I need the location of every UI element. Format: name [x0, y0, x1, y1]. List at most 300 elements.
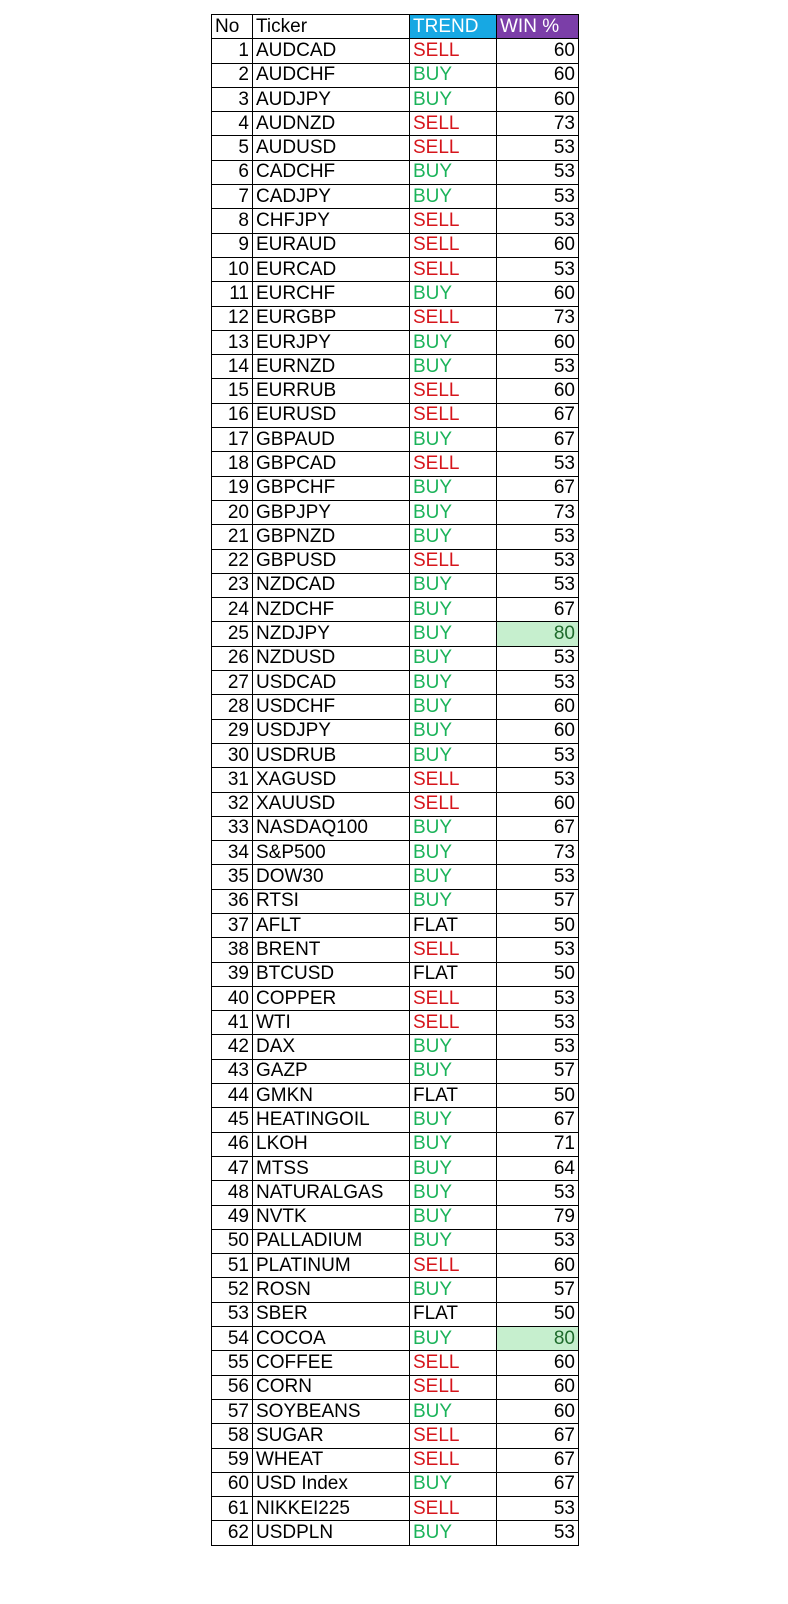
row-win-percent: 60 [497, 1399, 579, 1423]
row-ticker: DAX [253, 1035, 410, 1059]
row-win-percent: 53 [497, 1521, 579, 1545]
row-trend: SELL [410, 986, 497, 1010]
row-number: 6 [212, 160, 253, 184]
row-trend: BUY [410, 816, 497, 840]
row-trend: BUY [410, 573, 497, 597]
row-trend: SELL [410, 403, 497, 427]
row-ticker: GBPAUD [253, 428, 410, 452]
row-number: 30 [212, 743, 253, 767]
table-row [212, 428, 579, 452]
row-win-percent: 53 [497, 1497, 579, 1521]
row-number: 34 [212, 841, 253, 865]
row-number: 29 [212, 719, 253, 743]
row-win-percent: 53 [497, 136, 579, 160]
row-win-percent: 53 [497, 986, 579, 1010]
row-number: 31 [212, 768, 253, 792]
row-number: 39 [212, 962, 253, 986]
trend-table [211, 14, 579, 1546]
row-win-percent: 60 [497, 63, 579, 87]
row-win-percent: 60 [497, 330, 579, 354]
table-row [212, 1497, 579, 1521]
row-trend: BUY [410, 525, 497, 549]
table-row [212, 573, 579, 597]
table-row [212, 1205, 579, 1229]
table-row [212, 306, 579, 330]
row-ticker: S&P500 [253, 841, 410, 865]
row-win-percent: 53 [497, 257, 579, 281]
row-trend: BUY [410, 1229, 497, 1253]
row-number: 36 [212, 889, 253, 913]
row-ticker: COPPER [253, 986, 410, 1010]
row-trend: BUY [410, 160, 497, 184]
row-trend: BUY [410, 841, 497, 865]
table-row [212, 792, 579, 816]
row-trend: FLAT [410, 1084, 497, 1108]
row-number: 19 [212, 476, 253, 500]
row-number: 38 [212, 938, 253, 962]
row-trend: SELL [410, 768, 497, 792]
row-trend: BUY [410, 1156, 497, 1180]
table-row [212, 379, 579, 403]
row-trend: SELL [410, 549, 497, 573]
row-number: 32 [212, 792, 253, 816]
row-trend: BUY [410, 1035, 497, 1059]
row-number: 22 [212, 549, 253, 573]
row-ticker: LKOH [253, 1132, 410, 1156]
row-number: 33 [212, 816, 253, 840]
row-number: 46 [212, 1132, 253, 1156]
row-ticker: XAGUSD [253, 768, 410, 792]
table-row [212, 695, 579, 719]
row-number: 28 [212, 695, 253, 719]
header-win-percent: WIN % [497, 15, 579, 39]
row-number: 48 [212, 1181, 253, 1205]
table-row [212, 452, 579, 476]
table-row [212, 1181, 579, 1205]
table-row [212, 1521, 579, 1545]
row-win-percent: 67 [497, 598, 579, 622]
row-win-percent: 53 [497, 355, 579, 379]
table-row [212, 549, 579, 573]
header-row [212, 15, 579, 39]
table-row [212, 1084, 579, 1108]
row-ticker: SBER [253, 1302, 410, 1326]
row-win-percent: 53 [497, 865, 579, 889]
row-ticker: ROSN [253, 1278, 410, 1302]
table-row [212, 671, 579, 695]
row-ticker: WHEAT [253, 1448, 410, 1472]
table-row [212, 841, 579, 865]
row-ticker: EURRUB [253, 379, 410, 403]
row-number: 13 [212, 330, 253, 354]
row-trend: BUY [410, 185, 497, 209]
table-row [212, 1351, 579, 1375]
row-number: 47 [212, 1156, 253, 1180]
table-row [212, 719, 579, 743]
table-row [212, 816, 579, 840]
row-win-percent: 60 [497, 233, 579, 257]
row-ticker: GBPJPY [253, 500, 410, 524]
table-row [212, 743, 579, 767]
row-ticker: NZDUSD [253, 646, 410, 670]
row-win-percent: 53 [497, 1229, 579, 1253]
row-number: 8 [212, 209, 253, 233]
row-ticker: NZDCHF [253, 598, 410, 622]
header-ticker: Ticker [253, 15, 410, 39]
row-number: 60 [212, 1472, 253, 1496]
row-ticker: SOYBEANS [253, 1399, 410, 1423]
table-row [212, 913, 579, 937]
row-ticker: EURCAD [253, 257, 410, 281]
row-trend: BUY [410, 282, 497, 306]
row-ticker: BTCUSD [253, 962, 410, 986]
table-row [212, 1302, 579, 1326]
row-number: 16 [212, 403, 253, 427]
row-trend: BUY [410, 1278, 497, 1302]
table-row [212, 136, 579, 160]
table-row [212, 646, 579, 670]
header-trend: TREND [410, 15, 497, 39]
row-win-percent: 50 [497, 1084, 579, 1108]
row-number: 1 [212, 39, 253, 63]
row-ticker: NIKKEI225 [253, 1497, 410, 1521]
row-win-percent: 71 [497, 1132, 579, 1156]
row-number: 15 [212, 379, 253, 403]
row-ticker: PALLADIUM [253, 1229, 410, 1253]
row-number: 59 [212, 1448, 253, 1472]
row-ticker: EURJPY [253, 330, 410, 354]
row-ticker: GBPUSD [253, 549, 410, 573]
table-row [212, 865, 579, 889]
row-ticker: GMKN [253, 1084, 410, 1108]
row-win-percent: 53 [497, 549, 579, 573]
row-ticker: CORN [253, 1375, 410, 1399]
row-number: 14 [212, 355, 253, 379]
row-win-percent: 80 [497, 1327, 579, 1351]
row-win-percent: 53 [497, 452, 579, 476]
row-trend: BUY [410, 1059, 497, 1083]
table-row [212, 889, 579, 913]
table-row [212, 1278, 579, 1302]
row-ticker: USDRUB [253, 743, 410, 767]
row-number: 5 [212, 136, 253, 160]
row-number: 20 [212, 500, 253, 524]
row-ticker: COFFEE [253, 1351, 410, 1375]
row-trend: BUY [410, 622, 497, 646]
row-ticker: GBPCHF [253, 476, 410, 500]
row-ticker: USDCAD [253, 671, 410, 695]
row-trend: FLAT [410, 962, 497, 986]
row-number: 51 [212, 1254, 253, 1278]
row-win-percent: 53 [497, 938, 579, 962]
row-ticker: AFLT [253, 913, 410, 937]
row-number: 62 [212, 1521, 253, 1545]
table-row [212, 1399, 579, 1423]
row-number: 18 [212, 452, 253, 476]
table-row [212, 209, 579, 233]
row-number: 21 [212, 525, 253, 549]
row-win-percent: 60 [497, 1351, 579, 1375]
row-number: 42 [212, 1035, 253, 1059]
row-ticker: NZDJPY [253, 622, 410, 646]
row-trend: BUY [410, 1399, 497, 1423]
table-row [212, 1448, 579, 1472]
row-win-percent: 60 [497, 719, 579, 743]
row-trend: SELL [410, 112, 497, 136]
row-trend: SELL [410, 1011, 497, 1035]
table-row [212, 938, 579, 962]
row-ticker: EURCHF [253, 282, 410, 306]
row-number: 3 [212, 87, 253, 111]
row-ticker: EURGBP [253, 306, 410, 330]
row-ticker: CADJPY [253, 185, 410, 209]
table-row [212, 87, 579, 111]
row-win-percent: 53 [497, 1181, 579, 1205]
row-win-percent: 60 [497, 1254, 579, 1278]
table-row [212, 1375, 579, 1399]
row-trend: BUY [410, 1205, 497, 1229]
row-ticker: AUDNZD [253, 112, 410, 136]
row-trend: SELL [410, 257, 497, 281]
row-trend: SELL [410, 209, 497, 233]
row-win-percent: 80 [497, 622, 579, 646]
table-row [212, 1327, 579, 1351]
row-trend: FLAT [410, 1302, 497, 1326]
row-trend: BUY [410, 1132, 497, 1156]
row-ticker: AUDCHF [253, 63, 410, 87]
row-win-percent: 50 [497, 913, 579, 937]
table-row [212, 476, 579, 500]
row-number: 53 [212, 1302, 253, 1326]
table-row [212, 500, 579, 524]
table-row [212, 1472, 579, 1496]
row-ticker: SUGAR [253, 1424, 410, 1448]
row-win-percent: 67 [497, 1472, 579, 1496]
row-ticker: HEATINGOIL [253, 1108, 410, 1132]
row-trend: BUY [410, 719, 497, 743]
row-number: 37 [212, 913, 253, 937]
row-win-percent: 67 [497, 403, 579, 427]
row-number: 27 [212, 671, 253, 695]
row-win-percent: 53 [497, 743, 579, 767]
row-win-percent: 53 [497, 160, 579, 184]
row-trend: SELL [410, 1497, 497, 1521]
table-row [212, 525, 579, 549]
row-trend: BUY [410, 330, 497, 354]
row-win-percent: 60 [497, 792, 579, 816]
table-row [212, 1035, 579, 1059]
row-number: 58 [212, 1424, 253, 1448]
row-number: 50 [212, 1229, 253, 1253]
row-number: 4 [212, 112, 253, 136]
row-number: 40 [212, 986, 253, 1010]
row-ticker: GBPNZD [253, 525, 410, 549]
row-ticker: BRENT [253, 938, 410, 962]
row-trend: SELL [410, 1448, 497, 1472]
table-body [212, 39, 579, 1545]
row-win-percent: 67 [497, 428, 579, 452]
row-trend: BUY [410, 1108, 497, 1132]
table-row [212, 282, 579, 306]
row-trend: BUY [410, 671, 497, 695]
row-ticker: GBPCAD [253, 452, 410, 476]
row-number: 55 [212, 1351, 253, 1375]
row-ticker: USDPLN [253, 1521, 410, 1545]
row-trend: SELL [410, 452, 497, 476]
row-trend: BUY [410, 87, 497, 111]
row-number: 41 [212, 1011, 253, 1035]
row-ticker: EURUSD [253, 403, 410, 427]
table-row [212, 112, 579, 136]
header-no: No [212, 15, 253, 39]
row-trend: SELL [410, 1254, 497, 1278]
row-win-percent: 60 [497, 379, 579, 403]
row-number: 26 [212, 646, 253, 670]
row-trend: BUY [410, 889, 497, 913]
row-win-percent: 73 [497, 112, 579, 136]
row-win-percent: 67 [497, 816, 579, 840]
row-trend: BUY [410, 695, 497, 719]
table-row [212, 39, 579, 63]
row-win-percent: 60 [497, 1375, 579, 1399]
table-row [212, 1254, 579, 1278]
row-win-percent: 57 [497, 889, 579, 913]
table-row [212, 962, 579, 986]
row-number: 44 [212, 1084, 253, 1108]
row-number: 56 [212, 1375, 253, 1399]
row-trend: SELL [410, 136, 497, 160]
row-number: 45 [212, 1108, 253, 1132]
row-ticker: USDCHF [253, 695, 410, 719]
table-row [212, 63, 579, 87]
row-number: 57 [212, 1399, 253, 1423]
row-ticker: NVTK [253, 1205, 410, 1229]
table-row [212, 768, 579, 792]
row-ticker: GAZP [253, 1059, 410, 1083]
row-trend: SELL [410, 1351, 497, 1375]
row-trend: BUY [410, 598, 497, 622]
table-row [212, 1424, 579, 1448]
row-number: 11 [212, 282, 253, 306]
row-ticker: AUDUSD [253, 136, 410, 160]
table-row [212, 185, 579, 209]
row-trend: SELL [410, 379, 497, 403]
table-row [212, 622, 579, 646]
row-win-percent: 67 [497, 476, 579, 500]
row-ticker: MTSS [253, 1156, 410, 1180]
row-win-percent: 53 [497, 209, 579, 233]
table-row [212, 355, 579, 379]
row-win-percent: 53 [497, 671, 579, 695]
row-trend: BUY [410, 743, 497, 767]
row-ticker: EURNZD [253, 355, 410, 379]
row-trend: BUY [410, 428, 497, 452]
row-trend: BUY [410, 1521, 497, 1545]
row-win-percent: 67 [497, 1448, 579, 1472]
row-number: 25 [212, 622, 253, 646]
table-row [212, 257, 579, 281]
row-ticker: AUDJPY [253, 87, 410, 111]
row-win-percent: 50 [497, 1302, 579, 1326]
row-trend: BUY [410, 646, 497, 670]
row-number: 23 [212, 573, 253, 597]
row-trend: FLAT [410, 913, 497, 937]
row-win-percent: 57 [497, 1059, 579, 1083]
row-number: 43 [212, 1059, 253, 1083]
row-ticker: RTSI [253, 889, 410, 913]
row-win-percent: 60 [497, 39, 579, 63]
row-win-percent: 53 [497, 768, 579, 792]
table-row [212, 986, 579, 1010]
row-ticker: CHFJPY [253, 209, 410, 233]
row-number: 24 [212, 598, 253, 622]
table-row [212, 1132, 579, 1156]
row-trend: SELL [410, 1424, 497, 1448]
row-trend: BUY [410, 500, 497, 524]
row-win-percent: 57 [497, 1278, 579, 1302]
row-win-percent: 60 [497, 282, 579, 306]
row-win-percent: 73 [497, 500, 579, 524]
row-number: 7 [212, 185, 253, 209]
row-trend: BUY [410, 63, 497, 87]
row-win-percent: 60 [497, 695, 579, 719]
row-win-percent: 79 [497, 1205, 579, 1229]
row-ticker: WTI [253, 1011, 410, 1035]
row-ticker: PLATINUM [253, 1254, 410, 1278]
row-trend: SELL [410, 306, 497, 330]
row-win-percent: 53 [497, 525, 579, 549]
row-number: 54 [212, 1327, 253, 1351]
row-number: 9 [212, 233, 253, 257]
table-row [212, 1059, 579, 1083]
row-ticker: XAUUSD [253, 792, 410, 816]
row-ticker: USD Index [253, 1472, 410, 1496]
row-trend: BUY [410, 1472, 497, 1496]
row-trend: SELL [410, 1375, 497, 1399]
row-ticker: DOW30 [253, 865, 410, 889]
row-win-percent: 67 [497, 1108, 579, 1132]
table-row [212, 1011, 579, 1035]
row-ticker: NASDAQ100 [253, 816, 410, 840]
row-trend: SELL [410, 792, 497, 816]
row-win-percent: 53 [497, 185, 579, 209]
row-trend: BUY [410, 1327, 497, 1351]
row-ticker: EURAUD [253, 233, 410, 257]
row-trend: BUY [410, 865, 497, 889]
table-row [212, 330, 579, 354]
row-win-percent: 53 [497, 1011, 579, 1035]
row-trend: BUY [410, 355, 497, 379]
row-win-percent: 73 [497, 841, 579, 865]
table-row [212, 160, 579, 184]
table-row [212, 1108, 579, 1132]
row-trend: SELL [410, 39, 497, 63]
row-number: 52 [212, 1278, 253, 1302]
table-row [212, 233, 579, 257]
row-ticker: USDJPY [253, 719, 410, 743]
row-number: 35 [212, 865, 253, 889]
row-win-percent: 67 [497, 1424, 579, 1448]
row-win-percent: 60 [497, 87, 579, 111]
row-number: 17 [212, 428, 253, 452]
row-win-percent: 73 [497, 306, 579, 330]
row-win-percent: 50 [497, 962, 579, 986]
row-number: 49 [212, 1205, 253, 1229]
row-win-percent: 53 [497, 646, 579, 670]
row-win-percent: 64 [497, 1156, 579, 1180]
row-ticker: NATURALGAS [253, 1181, 410, 1205]
row-trend: BUY [410, 476, 497, 500]
